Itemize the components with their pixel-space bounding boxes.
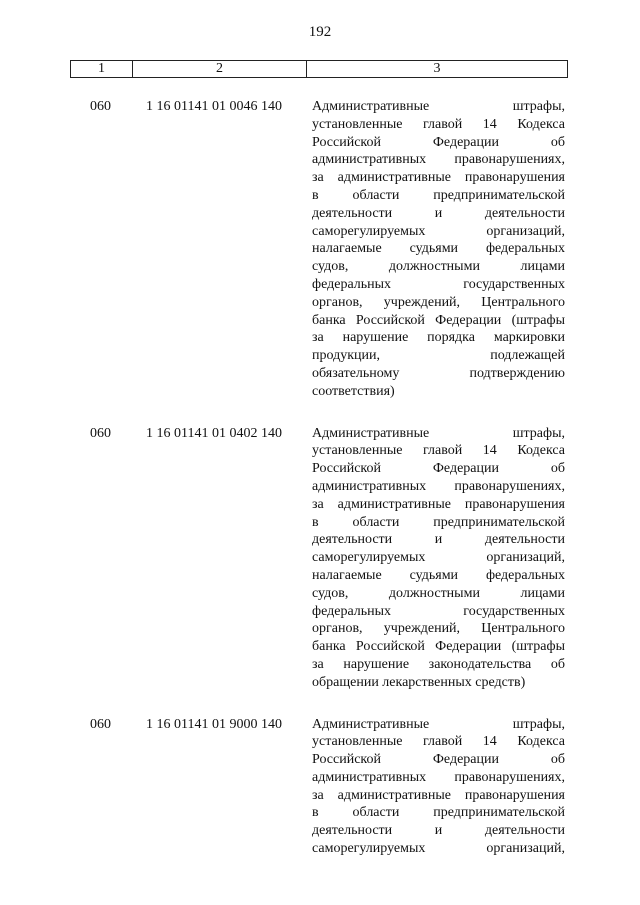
page-number: 192 [308,24,332,40]
description-line: федеральных государственных [312,603,565,619]
table-row [0,716,640,858]
description-line: Административные штрафы, [312,425,565,441]
admin-code: 060 [90,716,111,732]
table-row [0,425,640,692]
description-line: обращении лекарственных средств) [312,674,526,690]
description-line: банка Российской Федерации (штрафы [312,639,565,655]
description-line: обязательному подтверждению [312,365,565,381]
description-line: установленные главой 14 Кодекса [312,116,565,132]
description-line: федеральных государственных [312,276,565,292]
description [312,425,565,692]
kbk-code: 1 16 01141 01 0402 140 [146,425,282,441]
description-line: органов, учреждений, Центрального [312,294,565,310]
description-line: Административные штрафы, [312,716,565,732]
description [312,716,565,858]
column-header-table [70,60,568,78]
admin-code: 060 [90,425,111,441]
description-line: Административные штрафы, [312,99,565,114]
description-line: Российской Федерации об [312,752,565,768]
description-line: Российской Федерации об [312,461,565,477]
description-line: в области предпринимательской [312,514,565,530]
description-line: за административные правонарушения [312,496,565,512]
description-line: продукции, подлежащей [312,348,565,364]
table-row [0,98,640,401]
description-line: установленные главой 14 Кодекса [312,443,565,459]
description-line: соответствия) [312,383,395,399]
description-line: за административные правонарушения [312,787,565,803]
description-line: в области предпринимательской [312,187,565,203]
description [312,98,565,401]
kbk-code: 1 16 01141 01 0046 140 [146,99,282,114]
description-line: административных правонарушениях, [312,478,565,494]
description-line: установленные главой 14 Кодекса [312,734,565,750]
description-line: саморегулируемых организаций, [312,550,565,566]
description-line: судов, должностными лицами [312,259,565,275]
kbk-code: 1 16 01141 01 9000 140 [146,716,282,732]
description-line: деятельности и деятельности [312,823,565,839]
description-line: деятельности и деятельности [312,532,565,548]
description-line: саморегулируемых организаций, [312,223,565,239]
description-line: судов, должностными лицами [312,585,565,601]
column-header-2: 2 [133,61,307,77]
description-line: в области предпринимательской [312,805,565,821]
description-line: административных правонарушениях, [312,152,565,168]
description-line: за административные правонарушения [312,170,565,186]
description-line: налагаемые судьями федеральных [312,567,565,583]
description-line: за нарушение порядка маркировки [312,330,565,346]
column-header-1: 1 [71,61,133,77]
table-body [0,98,640,882]
column-header-3: 3 [433,61,441,76]
description-line: налагаемые судьями федеральных [312,241,565,257]
description-line: деятельности и деятельности [312,205,565,221]
description-line: органов, учреждений, Центрального [312,621,565,637]
description-line: Российской Федерации об [312,134,565,150]
description-line: банка Российской Федерации (штрафы [312,312,565,328]
admin-code: 060 [90,99,111,114]
description-line: административных правонарушениях, [312,769,565,785]
description-line: саморегулируемых организаций, [312,841,565,857]
description-line: за нарушение законодательства об [312,656,565,672]
